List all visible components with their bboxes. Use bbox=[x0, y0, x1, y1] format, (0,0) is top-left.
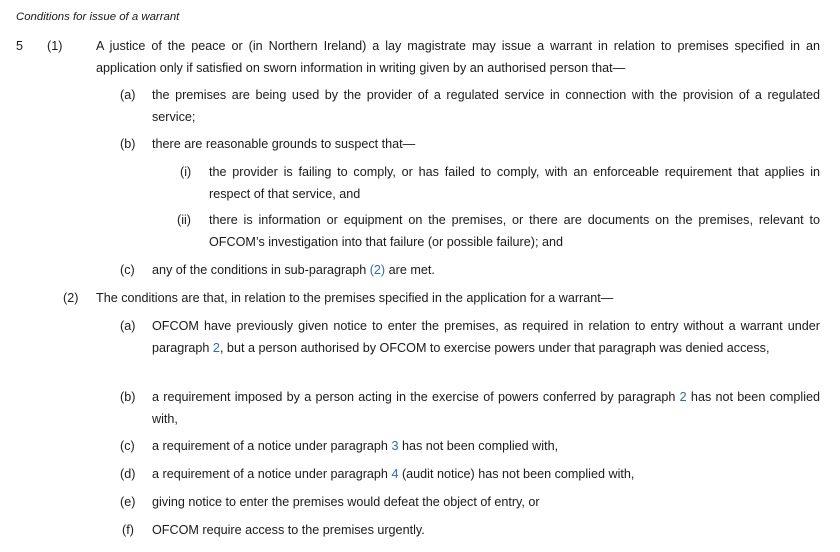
item-2a-label: (a) bbox=[120, 319, 136, 333]
item-2e-text: giving notice to enter the premises would defeat the object of entry, or bbox=[152, 495, 540, 509]
item-1b-label: (b) bbox=[120, 137, 136, 151]
paragraph-3-link[interactable]: 3 bbox=[391, 439, 399, 453]
item-1c-text-end: are met. bbox=[385, 263, 435, 277]
item-2d-text-end: (audit notice) has not been complied with, bbox=[398, 467, 635, 481]
item-2f-text: OFCOM require access to the premises urgently. bbox=[152, 523, 425, 537]
subparagraph-2-link[interactable]: (2) bbox=[369, 263, 386, 277]
paragraph-number: 5 bbox=[16, 39, 24, 53]
item-1c-text-start: any of the conditions in sub-paragraph bbox=[152, 263, 370, 277]
item-1b-text: there are reasonable grounds to suspect that— bbox=[152, 137, 416, 151]
item-2a-text bbox=[152, 316, 820, 359]
section-heading: Conditions for issue of a warrant bbox=[16, 11, 180, 23]
item-2b-label: (b) bbox=[120, 390, 136, 404]
subparagraph-1-label: (1) bbox=[47, 39, 63, 53]
item-2b-text-start: a requirement imposed by a person acting in the exercise of powers conferred by paragraph bbox=[152, 390, 680, 404]
item-2d-text-start: a requirement of a notice under paragraph bbox=[152, 467, 392, 481]
item-2a-text-start: OFCOM have previously given notice to enter the premises, as required in relation to entry without a warrant under paragraph bbox=[152, 319, 820, 355]
item-1b-i-text: the provider is failing to comply, or has failed to comply, with an enforceable requirement that applies in respect of that service, and bbox=[209, 165, 820, 201]
item-2b-text-end: has not been complied with, bbox=[152, 390, 820, 426]
paragraph-4-link[interactable]: 4 bbox=[391, 467, 399, 481]
item-1b-ii-label: (ii) bbox=[177, 213, 191, 227]
item-2d-text bbox=[152, 464, 820, 486]
item-2d-label: (d) bbox=[120, 467, 136, 481]
subparagraph-2-label: (2) bbox=[63, 291, 79, 305]
item-2a-text-end: , but a person authorised by OFCOM to exercise powers under that paragraph was denied access, bbox=[219, 340, 770, 355]
item-1a-label: (a) bbox=[120, 88, 136, 102]
paragraph-2-link[interactable]: 2 bbox=[679, 390, 687, 404]
item-2e-label: (e) bbox=[120, 495, 136, 509]
item-2c-text-start: a requirement of a notice under paragraph bbox=[152, 439, 392, 453]
item-2c-label: (c) bbox=[120, 439, 135, 453]
item-2c-text bbox=[152, 436, 820, 458]
item-2b-text bbox=[152, 387, 820, 430]
subparagraph-1-text: A justice of the peace or (in Northern Ireland) a lay magistrate may issue a warrant in relation to premises specified in an application only if satisfied on sworn information in writing given by an authorised person that— bbox=[96, 39, 820, 75]
item-1c-label: (c) bbox=[120, 263, 135, 277]
item-1b-i-label: (i) bbox=[180, 165, 192, 179]
subparagraph-2-text: The conditions are that, in relation to the premises specified in the application for a warrant— bbox=[96, 291, 614, 305]
item-1a-text: the premises are being used by the provider of a regulated service in connection with the provision of a regulated service; bbox=[152, 88, 820, 124]
item-1c-text bbox=[152, 260, 820, 282]
item-1b-ii-text: there is information or equipment on the premises, or there are documents on the premises, relevant to OFCOM’s investigation into that failure (or possible failure); and bbox=[209, 213, 820, 249]
paragraph-2-link[interactable]: 2 bbox=[212, 340, 220, 355]
item-2c-text-end: has not been complied with, bbox=[398, 439, 559, 453]
item-2f-label: (f) bbox=[122, 523, 134, 537]
